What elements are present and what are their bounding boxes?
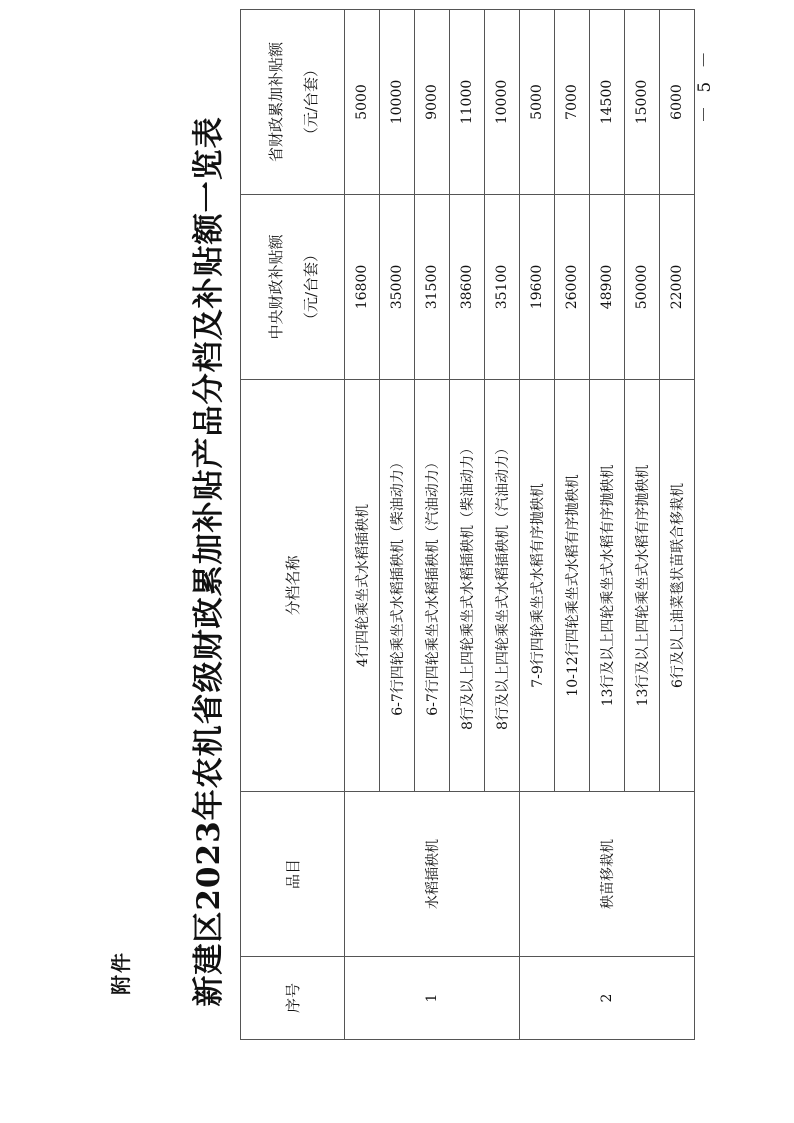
row-tier: 13行及以上四轮乘坐式水稻有序抛秧机 bbox=[590, 380, 625, 792]
row-central: 16800 bbox=[345, 195, 380, 380]
row-provincial: 11000 bbox=[450, 10, 485, 195]
row-central: 35100 bbox=[485, 195, 520, 380]
row-central: 19600 bbox=[520, 195, 555, 380]
header-provincial-subsidy bbox=[241, 10, 345, 195]
row-tier: 13行及以上四轮乘坐式水稻有序抛秧机 bbox=[625, 380, 660, 792]
row-central: 38600 bbox=[450, 195, 485, 380]
row-central: 50000 bbox=[625, 195, 660, 380]
document-title: 新建区2023年农机省级财政累加补贴产品分档及补贴额一览表 bbox=[191, 116, 227, 1007]
row-tier: 4行四轮乘坐式水稻插秧机 bbox=[345, 380, 380, 792]
row-central: 31500 bbox=[415, 195, 450, 380]
row-provincial: 5000 bbox=[520, 10, 555, 195]
subsidy-table bbox=[240, 9, 695, 1040]
row-central: 48900 bbox=[590, 195, 625, 380]
row-tier: 10-12行四轮乘坐式水稻有序抛秧机 bbox=[555, 380, 590, 792]
row-tier: 8行及以上四轮乘坐式水稻插秧机（柴油动力） bbox=[450, 380, 485, 792]
header-provincial-label: 省财政累加补贴额 bbox=[266, 42, 285, 163]
row-provincial: 7000 bbox=[555, 10, 590, 195]
table-row bbox=[520, 10, 555, 1040]
row-provincial: 15000 bbox=[625, 10, 660, 195]
page-number: － 5 － bbox=[695, 47, 715, 123]
header-provincial-unit: （元/台套） bbox=[301, 61, 320, 143]
row-provincial: 5000 bbox=[345, 10, 380, 195]
row-provincial: 10000 bbox=[380, 10, 415, 195]
row-tier: 8行及以上四轮乘坐式水稻插秧机（汽油动力） bbox=[485, 380, 520, 792]
row-tier: 7-9行四轮乘坐式水稻有序抛秧机 bbox=[520, 380, 555, 792]
table-row bbox=[345, 10, 380, 1040]
row-provincial: 10000 bbox=[485, 10, 520, 195]
row-index: 2 bbox=[520, 957, 695, 1040]
header-central-unit: （元/台套） bbox=[301, 246, 320, 328]
row-central: 22000 bbox=[660, 195, 695, 380]
row-index: 1 bbox=[345, 957, 520, 1040]
header-central-label: 中央财政补贴额 bbox=[266, 234, 285, 340]
row-tier: 6行及以上油菜毯状苗联合移栽机 bbox=[660, 380, 695, 792]
row-provincial: 6000 bbox=[660, 10, 695, 195]
row-central: 35000 bbox=[380, 195, 415, 380]
row-provincial: 9000 bbox=[415, 10, 450, 195]
header-central-subsidy bbox=[241, 195, 345, 380]
row-tier: 6-7行四轮乘坐式水稻插秧机（柴油动力） bbox=[380, 380, 415, 792]
row-provincial: 14500 bbox=[590, 10, 625, 195]
table-header-row bbox=[241, 10, 345, 1040]
row-category: 秧苗移栽机 bbox=[520, 792, 695, 957]
attachment-label: 附件 bbox=[109, 951, 133, 995]
header-category: 品目 bbox=[241, 792, 345, 957]
header-tier: 分档名称 bbox=[241, 380, 345, 792]
header-index: 序号 bbox=[241, 957, 345, 1040]
row-tier: 6-7行四轮乘坐式水稻插秧机（汽油动力） bbox=[415, 380, 450, 792]
row-category: 水稻插秧机 bbox=[345, 792, 520, 957]
row-central: 26000 bbox=[555, 195, 590, 380]
